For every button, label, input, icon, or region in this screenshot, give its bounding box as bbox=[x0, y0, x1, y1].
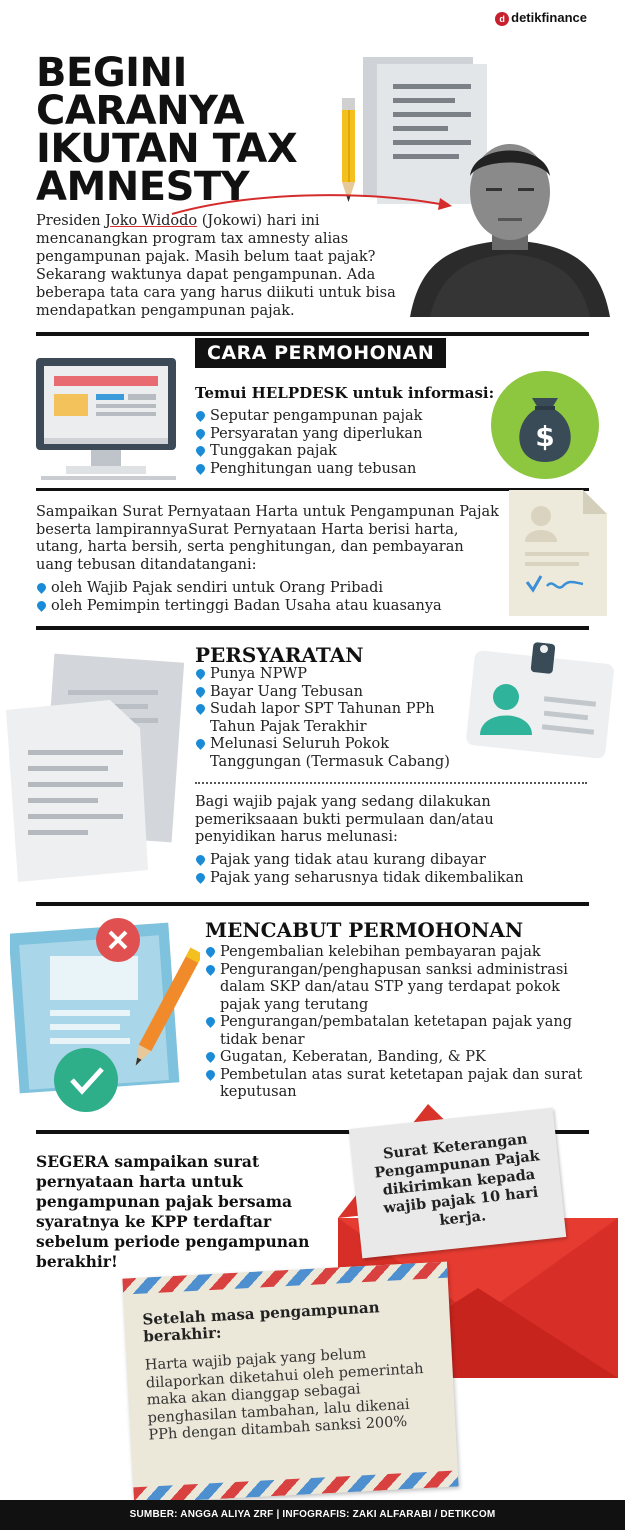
title-line-4: AMNESTY bbox=[36, 164, 250, 210]
logo-text: detikfinance bbox=[511, 10, 587, 25]
id-card-icon bbox=[458, 635, 618, 775]
helpdesk-title: Temui HELPDESK untuk informasi: bbox=[195, 384, 495, 402]
section-divider bbox=[36, 332, 589, 336]
list-item: Gugatan, Keberatan, Banding, & PK bbox=[205, 1049, 590, 1067]
mencabut-list bbox=[205, 944, 590, 1102]
list-item: Seputar pengampunan pajak bbox=[195, 408, 485, 426]
list-item: Bayar Uang Tebusan bbox=[195, 684, 470, 702]
footer-credits: SUMBER: ANGGA ALIYA ZRF | INFOGRAFIS: ZAKI ALFARABI / DETIKCOM bbox=[0, 1500, 625, 1530]
intro-post: (Jokowi) hari ini mencanangkan program tax amnesty alias pengampunan pajak. Masih belum taat pajak? Sekarang waktunya dapat pengampunan. Ada beberapa tata cara yang harus diikuti untuk bisa mendapatkan pengampunan pajak. bbox=[36, 213, 396, 319]
cara-heading: CARA PERMOHONAN bbox=[195, 338, 446, 368]
persyaratan-heading: PERSYARATAN bbox=[195, 643, 364, 667]
president-portrait bbox=[410, 132, 610, 317]
list-item: Pengurangan/penghapusan sanksi administrasi dalam SKP dan/atau STP yang terdapat pokok pajak yang terutang bbox=[205, 962, 590, 1015]
intro-pre: Presiden bbox=[36, 213, 106, 229]
after-note-text: Harta wajib pajak yang belum dilaporkan diketahui oleh pemerintah maka akan dianggap sebagai penghasilan tambahan, lalu dikenai PPh dengan ditambah sanksi 200% bbox=[144, 1346, 424, 1444]
signers-list bbox=[36, 580, 506, 615]
mencabut-heading: MENCABUT PERMOHONAN bbox=[205, 918, 524, 942]
list-item: Persyaratan yang diperlukan bbox=[195, 426, 485, 444]
list-item: Pajak yang seharusnya tidak dikembalikan bbox=[195, 870, 575, 888]
brand-logo bbox=[495, 10, 587, 26]
pemeriksaan-paragraph: Bagi wajib pajak yang sedang dilakukan pemeriksaaan bukti permulaan dan/atau penyidikan harus melunasi: bbox=[195, 794, 494, 845]
segera-callout: SEGERA sampaikan surat pernyataan harta untuk pengampunan pajak bersama syaratnya ke KPP terdaftar sebelum periode pengampunan berakhir! bbox=[36, 1152, 310, 1271]
section-divider bbox=[36, 626, 589, 630]
money-bag-icon bbox=[490, 370, 600, 480]
logo-mark: d bbox=[495, 12, 509, 26]
pemeriksaan-list bbox=[195, 852, 575, 887]
envelope-note bbox=[349, 1108, 566, 1259]
list-item: Melunasi Seluruh Pokok Tanggungan (Termasuk Cabang) bbox=[195, 736, 470, 771]
list-item: oleh Pemimpin tertinggi Badan Usaha atau kuasanya bbox=[36, 598, 506, 616]
section-divider bbox=[36, 902, 589, 906]
title-line-2: CARANYA bbox=[36, 88, 245, 134]
monitor-icon bbox=[36, 358, 181, 483]
list-item: Sudah lapor SPT Tahunan PPh Tahun Pajak Terakhir bbox=[195, 701, 470, 736]
contract-icon bbox=[505, 488, 610, 618]
list-item: oleh Wajib Pajak sendiri untuk Orang Pribadi bbox=[36, 580, 506, 598]
helpdesk-list bbox=[195, 408, 485, 478]
list-item: Pengembalian kelebihan pembayaran pajak bbox=[205, 944, 590, 962]
envelope-note-text: Surat Keterangan Pengampunan Pajak dikirimkan kepada wajib pajak 10 hari kerja. bbox=[373, 1130, 541, 1230]
list-item: Pembetulan atas surat ketetapan pajak dan surat keputusan bbox=[205, 1067, 590, 1102]
money-symbol: $ bbox=[535, 420, 555, 453]
list-item: Pajak yang tidak atau kurang dibayar bbox=[195, 852, 575, 870]
list-item: Penghitungan uang tebusan bbox=[195, 461, 485, 479]
intro-paragraph bbox=[36, 212, 416, 320]
list-item: Tunggakan pajak bbox=[195, 443, 485, 461]
surat-paragraph: Sampaikan Surat Pernyataan Harta untuk Pengampunan Pajak beserta lampirannyaSurat Pernyataan Harta berisi harta, utang, harta bersih, serta penghitungan, dan pembayaran uang tebusan ditandatangani: bbox=[36, 504, 499, 573]
after-note bbox=[122, 1262, 458, 1504]
list-item: Punya NPWP bbox=[195, 666, 470, 684]
list-item: Pengurangan/pembatalan ketetapan pajak yang tidak benar bbox=[205, 1014, 590, 1049]
title-line-1: BEGINI bbox=[36, 50, 187, 96]
page-title bbox=[36, 50, 366, 210]
dotted-divider bbox=[195, 782, 587, 784]
title-line-3: IKUTAN TAX bbox=[36, 126, 298, 172]
persyaratan-list bbox=[195, 666, 470, 771]
airmail-stripe bbox=[133, 1470, 458, 1503]
intro-name: Joko Widodo bbox=[105, 213, 198, 229]
papers-icon bbox=[0, 650, 190, 890]
after-note-heading: Setelah masa pengampunan berakhir: bbox=[142, 1298, 380, 1346]
cancel-form-icon bbox=[10, 912, 200, 1122]
